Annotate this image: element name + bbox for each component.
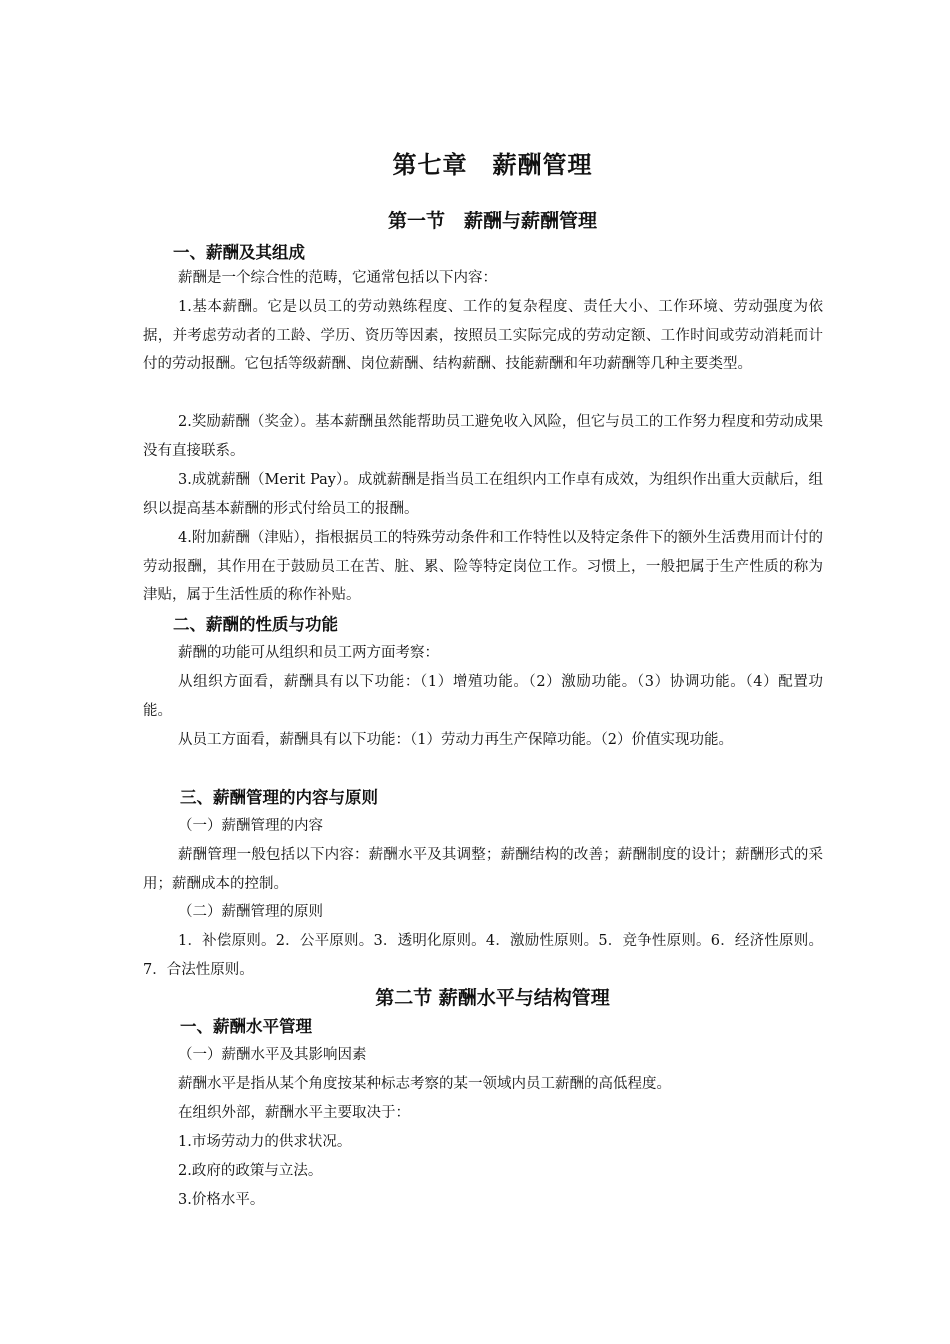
subheading-salary-level-factors: （一）薪酬水平及其影响因素 (178, 1047, 367, 1063)
section-1-title: 第一节 薪酬与薪酬管理 (387, 210, 597, 232)
heading-1: 一、薪酬及其组成 (173, 243, 305, 262)
paragraph-principles: 1．补偿原则。2．公平原则。3．透明化原则。4．激励性原则。5．竞争性原则。6．经济性原则。7．合法性原则。 (143, 933, 823, 978)
subheading-principles: （二）薪酬管理的原则 (178, 904, 323, 920)
list-item-external-2: 2.政府的政策与立法。 (178, 1163, 323, 1179)
heading-salary-level: 一、薪酬水平管理 (180, 1017, 312, 1036)
paragraph-function-intro: 薪酬的功能可从组织和员工两方面考察： (178, 645, 439, 661)
subheading-content: （一）薪酬管理的内容 (178, 818, 323, 834)
paragraph-item-3: 3.成就薪酬（Merit Pay）。成就薪酬是指当员工在组织内工作卓有成效，为组织作出重大贡献后，组织以提高基本薪酬的形式付给员工的报酬。 (143, 472, 823, 517)
section-2-title: 第二节 薪酬水平与结构管理 (375, 987, 610, 1009)
heading-3: 三、薪酬管理的内容与原则 (180, 788, 378, 807)
paragraph-item-1: 1.基本薪酬。它是以员工的劳动熟练程度、工作的复杂程度、责任大小、工作环境、劳动强度为依据，并考虑劳动者的工龄、学历、资历等因素，按照员工实际完成的劳动定额、工作时间或劳动消耗而计付的劳动报酬。它包括等级薪酬、岗位薪酬、结构薪酬、技能薪酬和年功薪酬等几种主要类型。 (143, 299, 823, 373)
paragraph-intro: 薪酬是一个综合性的范畴，它通常包括以下内容： (178, 270, 497, 286)
list-item-external-3: 3.价格水平。 (178, 1192, 265, 1208)
list-item-external-1: 1.市场劳动力的供求状况。 (178, 1134, 352, 1150)
paragraph-function-employee: 从员工方面看，薪酬具有以下功能：（1）劳动力再生产保障功能。（2）价值实现功能。 (178, 732, 733, 748)
paragraph-salary-level-definition: 薪酬水平是指从某个角度按某种标志考察的某一领域内员工薪酬的高低程度。 (178, 1076, 671, 1092)
paragraph-item-2: 2.奖励薪酬（奖金）。基本薪酬虽然能帮助员工避免收入风险，但它与员工的工作努力程度和劳动成果没有直接联系。 (143, 414, 823, 459)
paragraph-external-intro: 在组织外部，薪酬水平主要取决于： (178, 1105, 410, 1121)
paragraph-item-4: 4.附加薪酬（津贴），指根据员工的特殊劳动条件和工作特性以及特定条件下的额外生活费用而计付的劳动报酬，其作用在于鼓励员工在苦、脏、累、险等特定岗位工作。习惯上，一般把属于生产性质的称为津贴，属于生活性质的称作补贴。 (143, 530, 823, 604)
paragraph-function-org: 从组织方面看，薪酬具有以下功能：（1）增殖功能。（2）激励功能。（3）协调功能。（4）配置功能。 (143, 674, 823, 719)
chapter-title: 第七章 薪酬管理 (392, 150, 593, 179)
paragraph-content: 薪酬管理一般包括以下内容：薪酬水平及其调整；薪酬结构的改善；薪酬制度的设计；薪酬形式的采用；薪酬成本的控制。 (143, 847, 823, 892)
heading-2: 二、薪酬的性质与功能 (173, 615, 338, 634)
